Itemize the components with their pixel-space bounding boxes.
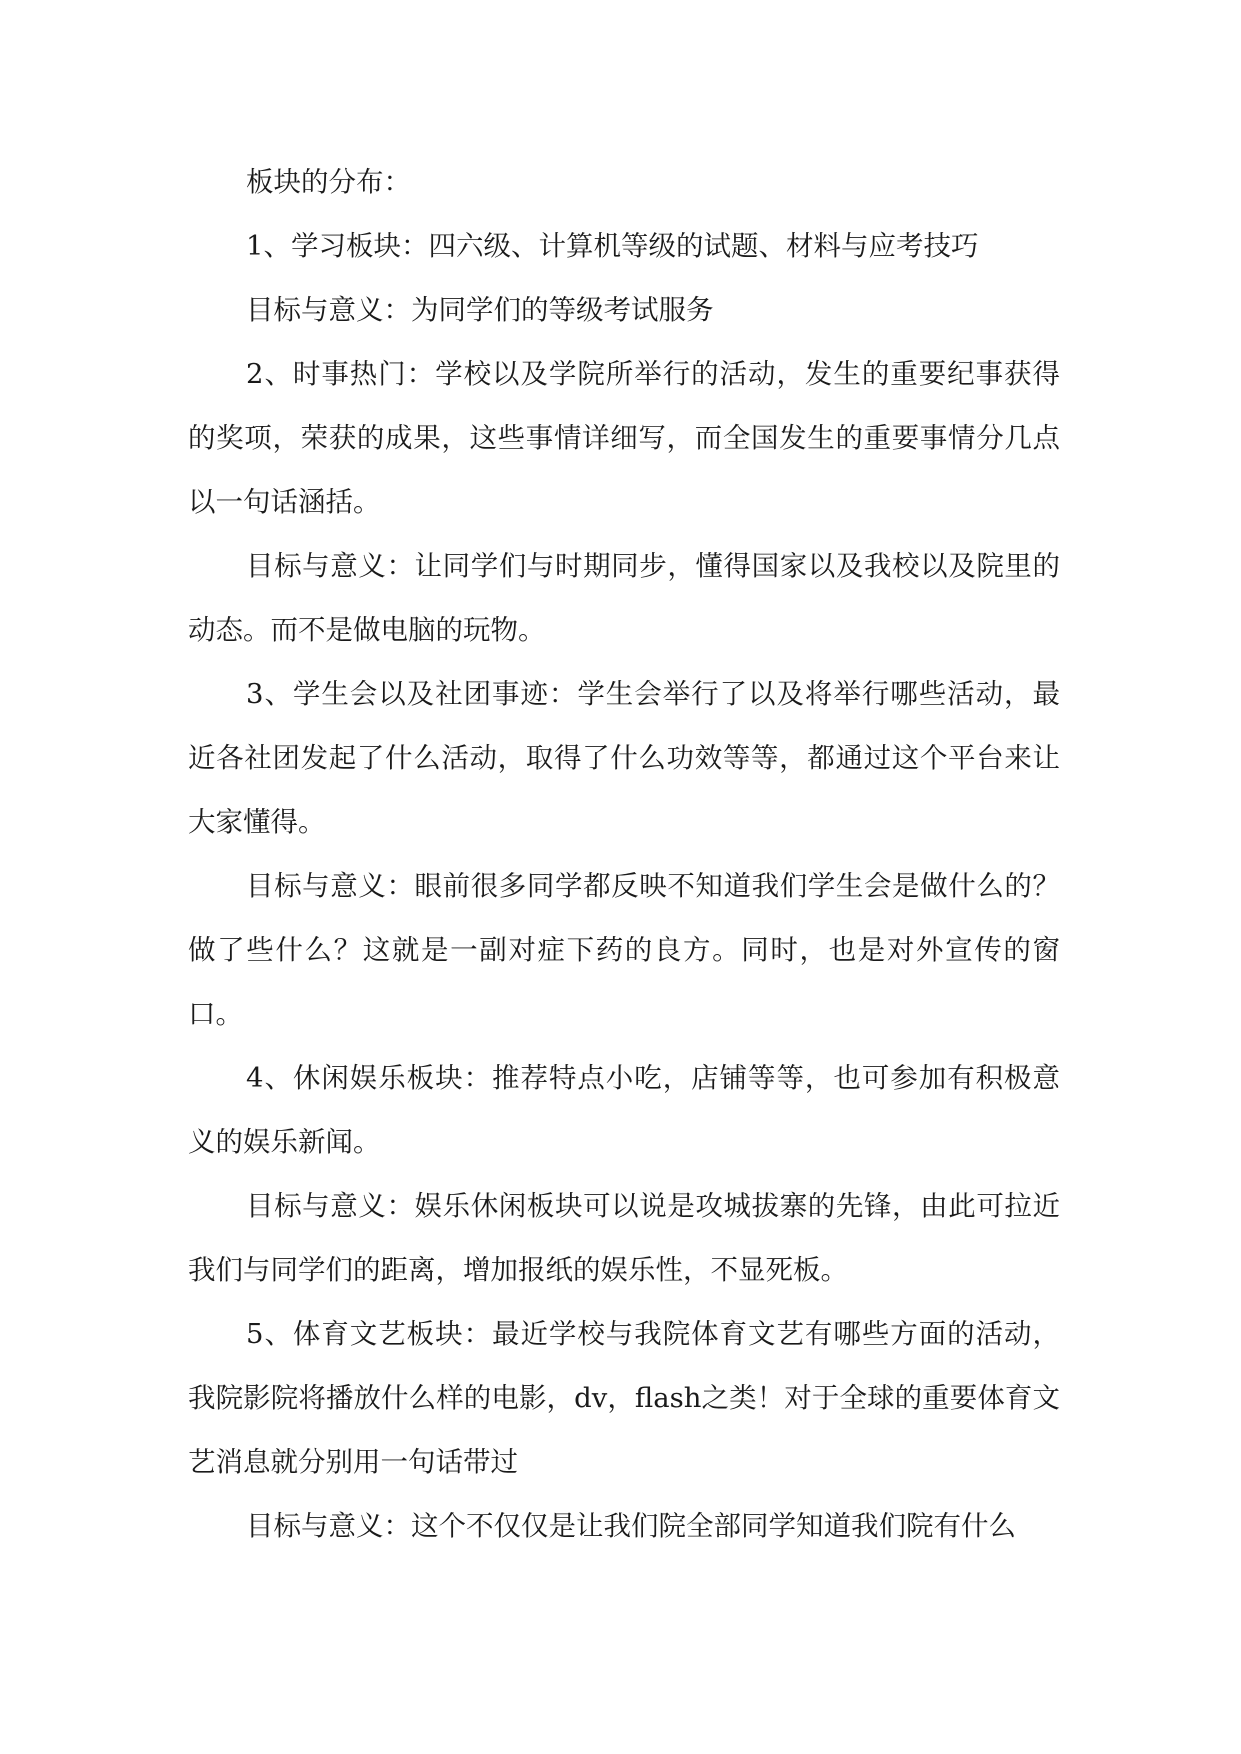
document-page xyxy=(188,150,1060,1558)
paragraph-study-section: 1、学习板块：四六级、计算机等级的试题、材料与应考技巧 xyxy=(246,230,979,262)
paragraph-current-events-goal: 目标与意义：让同学们与时期同步，懂得国家以及我校以及院里的动态。而不是做电脑的玩物。 xyxy=(188,550,1060,646)
paragraph-student-union-goal: 目标与意义：眼前很多同学都反映不知道我们学生会是做什么的？做了些什么？这就是一副对症下药的良方。同时，也是对外宣传的窗口。 xyxy=(188,870,1060,1030)
paragraph-sports-arts: 5、体育文艺板块：最近学校与我院体育文艺有哪些方面的活动，我院影院将播放什么样的电影，dv，flash之类！对于全球的重要体育文艺消息就分别用一句话带过 xyxy=(188,1318,1060,1478)
paragraph-current-events: 2、时事热门：学校以及学院所举行的活动，发生的重要纪事获得的奖项，荣获的成果，这些事情详细写，而全国发生的重要事情分几点以一句话涵括。 xyxy=(188,358,1060,518)
paragraph-study-goal: 目标与意义：为同学们的等级考试服务 xyxy=(246,294,714,326)
section-heading: 板块的分布： xyxy=(246,166,411,198)
paragraph-leisure: 4、休闲娱乐板块：推荐特点小吃，店铺等等，也可参加有积极意义的娱乐新闻。 xyxy=(188,1062,1060,1158)
paragraph-leisure-goal: 目标与意义：娱乐休闲板块可以说是攻城拔寨的先锋，由此可拉近我们与同学们的距离，增加报纸的娱乐性，不显死板。 xyxy=(188,1190,1060,1286)
paragraph-student-union: 3、学生会以及社团事迹：学生会举行了以及将举行哪些活动，最近各社团发起了什么活动，取得了什么功效等等，都通过这个平台来让大家懂得。 xyxy=(188,678,1060,838)
paragraph-sports-arts-goal: 目标与意义：这个不仅仅是让我们院全部同学知道我们院有什么 xyxy=(246,1510,1016,1542)
